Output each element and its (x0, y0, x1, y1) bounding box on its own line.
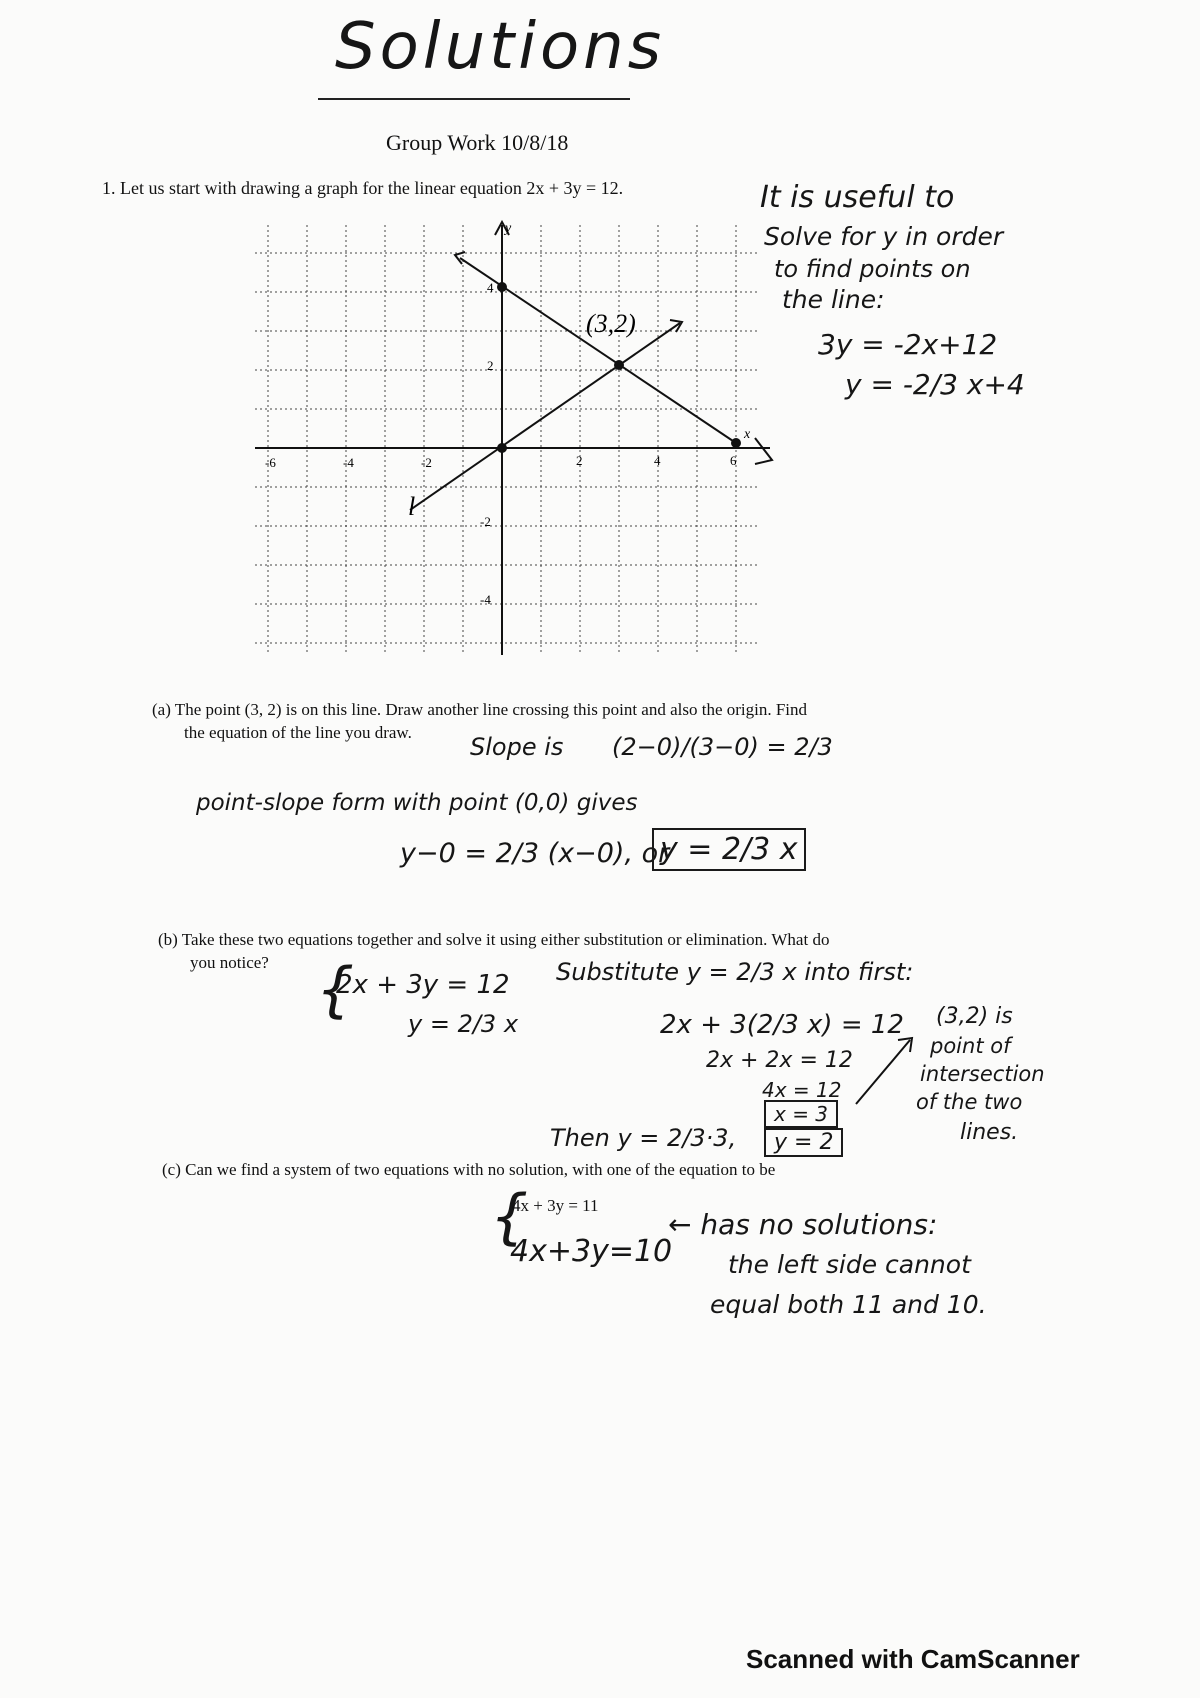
part-a-equation: y−0 = 2/3 (x−0), or (400, 838, 670, 869)
part-a-point-slope: point-slope form with point (0,0) gives (196, 790, 638, 816)
part-b-x-answer: x = 3 (764, 1100, 838, 1128)
title-underline (318, 98, 630, 100)
part-c-note-3: equal both 11 and 10. (710, 1290, 987, 1319)
y-axis-label: y (505, 221, 512, 236)
scanner-watermark: Scanned with CamScanner (746, 1644, 1080, 1674)
part-c-prompt: (c) Can we find a system of two equations with no solution, with one of the equation to be (162, 1160, 776, 1179)
x-tick-2: 2 (576, 453, 583, 468)
x-tick-4: 4 (654, 453, 661, 468)
part-a-prompt-line1: (a) The point (3, 2) is on this line. Draw another line crossing this point and also the origin. Find (152, 700, 808, 719)
x-tick-6: 6 (730, 453, 737, 468)
part-b-system-eq1: 2x + 3y = 12 (336, 970, 510, 1000)
part-a-answer-box: y = 2/3 x (652, 828, 806, 871)
part-b-note-4: of the two (916, 1090, 1023, 1114)
x-tick-neg2: -2 (421, 455, 432, 470)
work-step1: 3y = -2x+12 (818, 328, 998, 361)
line-y-two-thirds-x (410, 323, 680, 510)
part-c-equation-printed: 4x + 3y = 11 (512, 1196, 599, 1215)
point-label-3-2: (3,2) (586, 309, 636, 338)
work-step2: y = -2/3 x+4 (845, 368, 1025, 401)
system-brace: { (316, 955, 355, 1025)
part-b-step1: 2x + 3(2/3 x) = 12 (660, 1010, 904, 1040)
page-title: Solutions (335, 10, 666, 84)
part-a-slope-fraction: (2−0)/(3−0) = 2/3 (612, 733, 833, 761)
x-tick-neg4: -4 (343, 455, 354, 470)
problem1-prompt: 1. Let us start with drawing a graph for the linear equation 2x + 3y = 12. (102, 178, 624, 198)
part-b-note-1: (3,2) is (936, 1004, 1013, 1029)
part-c-equation-written: 4x+3y=10 (510, 1234, 673, 1269)
point-6-0 (731, 438, 741, 448)
part-b-note-2: point of (930, 1034, 1011, 1058)
part-b-step3: 4x = 12 (762, 1078, 842, 1102)
part-b-prompt-line2: you notice? (190, 953, 269, 972)
x-tick-neg6: -6 (265, 455, 276, 470)
x-axis-arrow (755, 438, 772, 464)
part-b-step2: 2x + 2x = 12 (706, 1048, 853, 1073)
line-label: l (408, 492, 416, 521)
y-tick-4: 4 (487, 280, 494, 295)
y-tick-neg2: -2 (480, 514, 491, 529)
point-3-2 (614, 360, 624, 370)
point-origin (497, 443, 507, 453)
side-note-line3: to find points on (774, 255, 971, 283)
part-b-system-eq2: y = 2/3 x (408, 1010, 519, 1038)
part-b-note-3: intersection (920, 1062, 1045, 1086)
side-note-line2: Solve for y in order (764, 222, 1004, 251)
y-tick-neg4: -4 (480, 592, 491, 607)
part-c-note-2: the left side cannot (728, 1250, 971, 1279)
coordinate-graph (250, 210, 790, 670)
header: Group Work 10/8/18 (386, 130, 569, 155)
point-0-4 (497, 282, 507, 292)
part-b-then: Then y = 2/3·3, (550, 1124, 737, 1152)
side-note-line1: It is useful to (760, 180, 955, 215)
part-b-note-5: lines. (960, 1120, 1019, 1145)
part-b-prompt-line1: (b) Take these two equations together and solve it using either substitution or elimination. What do (158, 930, 830, 949)
x-axis-label: x (744, 427, 751, 442)
part-c-note-1: ← has no solutions: (668, 1208, 938, 1241)
part-a-slope-text: Slope is (470, 733, 564, 761)
part-a-prompt-line2: the equation of the line you draw. (184, 723, 412, 742)
side-note-line4: the line: (782, 285, 885, 314)
note-arrow (850, 1030, 920, 1110)
part-b-y-answer: y = 2 (764, 1128, 843, 1157)
part-b-substitute: Substitute y = 2/3 x into first: (556, 958, 914, 986)
part-c-brace: { (490, 1182, 529, 1252)
y-tick-2: 2 (487, 358, 494, 373)
